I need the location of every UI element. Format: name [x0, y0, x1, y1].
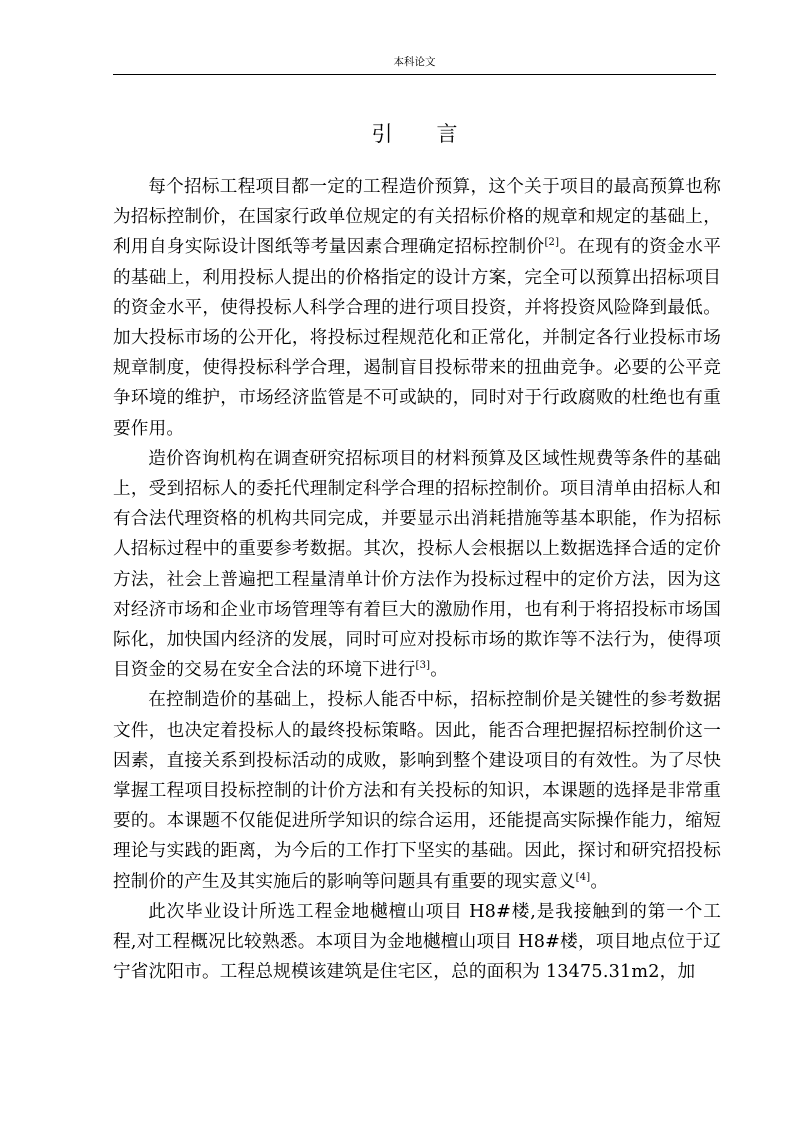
paragraph-2-text-cont: 。: [430, 660, 449, 681]
running-header: 本科论文: [393, 56, 436, 68]
paragraph-4: [113, 897, 721, 988]
paragraph-2-text: 造价咨询机构在调查研究招标项目的材料预算及区域性规费等条件的基础上，受到招标人的委托代理制定科学合理的招标控制价。项目清单由招标人和有合法代理资格的机构共同完成，并要显示出消耗措施等基本职能，作为招标人招标过程中的重要参考数据。其次，投标人会根据以上数据选择合适的定价方法，社会上普遍把工程量清单计价方法作为投标过程中的定价方法，因为这对经济市场和企业市场管理等有着巨大的激励作用，也有利于将招投标市场国际化，加快国内经济的发展，同时可应对投标市场的欺诈等不法行为，使得项目资金的交易在安全合法的环境下进行: [113, 448, 721, 681]
citation-2: [2]: [544, 237, 560, 249]
paragraph-1-text-cont: 。在现有的资金水平的基础上，利用投标人提出的价格指定的设计方案，完全可以预算出招标项目的资金水平，使得投标人科学合理的进行项目投资，并将投资风险降到最低。加大投标市场的公开化，将投标过程规范化和正常化，并制定各行业投标市场规章制度，使得投标科学合理，遏制盲目投标带来的扭曲竞争。必要的公平竞争环境的维护，市场经济监管是不可或缺的，同时对于行政腐败的杜绝也有重要作用。: [113, 237, 721, 439]
paragraph-1: [113, 172, 721, 444]
paragraph-3-text-cont: 。: [590, 871, 609, 892]
citation-3: [3]: [415, 660, 431, 672]
paragraph-1-text: 每个招标工程项目都一定的工程造价预算，这个关于项目的最高预算也称为招标控制价，在国家行政单位规定的有关招标价格的规章和规定的基础上，利用自身实际设计图纸等考量因素合理确定招标控制价: [113, 177, 721, 258]
paragraph-4-text: 此次毕业设计所选工程金地樾檀山项目 H8#楼,是我接触到的第一个工程,对工程概况比较熟悉。本项目为金地樾檀山项目 H8#楼，项目地点位于辽宁省沈阳市。工程总规模该建筑是住宅区，总的面积为 13475.31m2，加: [113, 901, 721, 983]
section-title: 引言: [371, 122, 502, 146]
paragraph-3: [113, 685, 721, 896]
citation-4: [4]: [575, 871, 591, 883]
body-text: [113, 172, 721, 987]
paragraph-2: [113, 444, 721, 686]
paragraph-3-text: 在控制造价的基础上，投标人能否中标，招标控制价是关键性的参考数据文件，也决定着投标人的最终投标策略。因此，能否合理把握招标控制价这一因素，直接关系到投标活动的成败，影响到整个建设项目的有效性。为了尽快掌握工程项目投标控制的计价方法和有关投标的知识，本课题的选择是非常重要的。本课题不仅能促进所学知识的综合运用，还能提高实际操作能力，缩短理论与实践的距离，为今后的工作打下坚实的基础。因此，探讨和研究招投标控制价的产生及其实施后的影响等问题具有重要的现实意义: [113, 690, 721, 892]
header-rule: [113, 74, 716, 75]
